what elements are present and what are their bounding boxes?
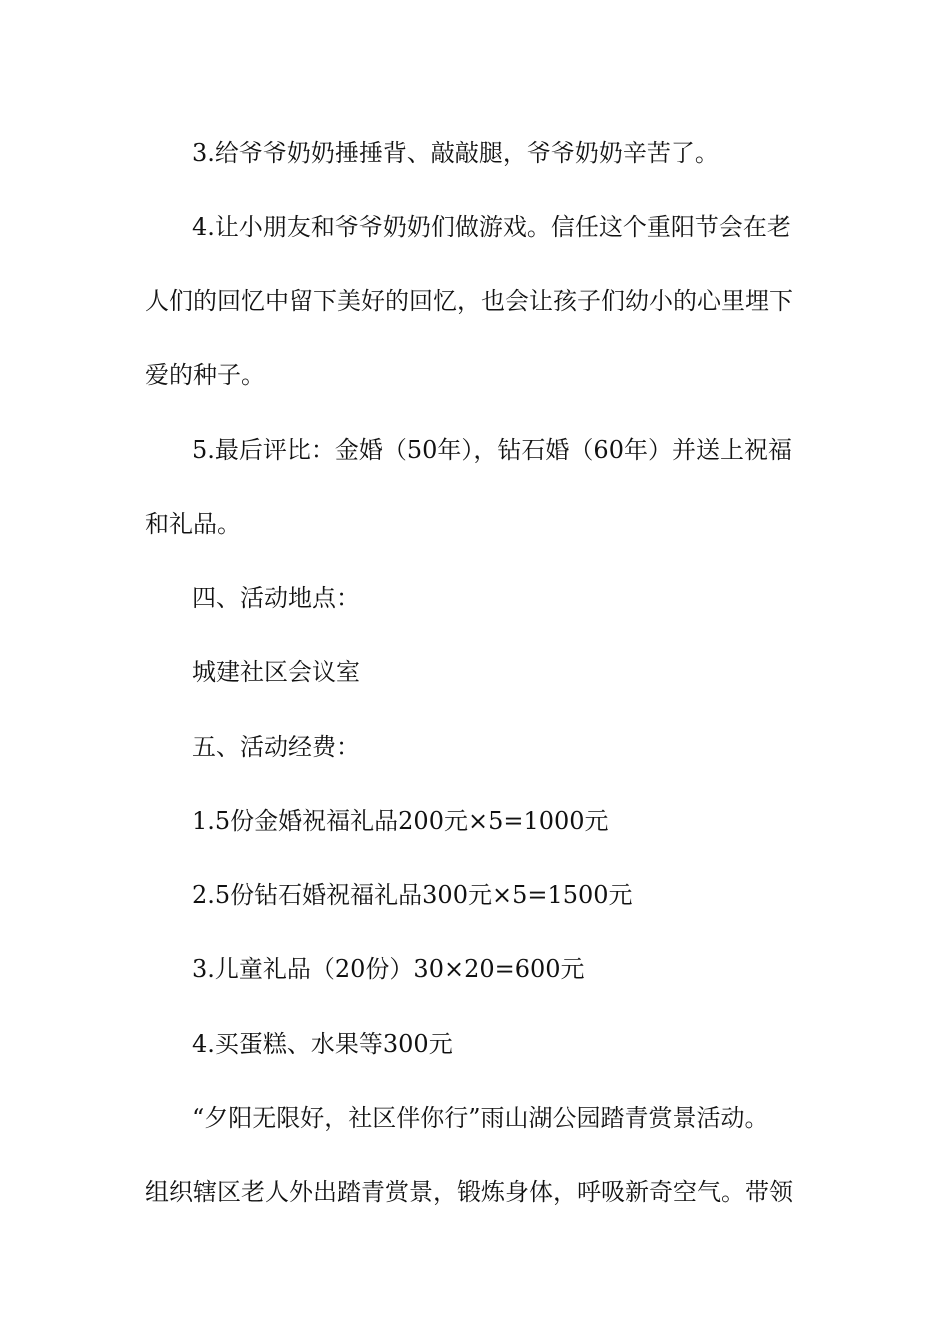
paragraph-item-5-end: 和礼品。 <box>145 510 241 538</box>
paragraph-item-5-awards: 5.最后评比：金婚（50年），钻石婚（60年）并送上祝福 <box>192 436 792 464</box>
paragraph-item-4-continued: 人们的回忆中留下美好的回忆，也会让孩子们幼小的心里埋下 <box>145 287 793 315</box>
section-heading-budget: 五、活动经费： <box>192 733 360 761</box>
section-heading-location: 四、活动地点： <box>192 584 360 612</box>
location-text: 城建社区会议室 <box>192 658 360 686</box>
paragraph-item-4-end: 爱的种子。 <box>145 361 265 389</box>
paragraph-item-4-games: 4.让小朋友和爷爷奶奶们做游戏。信任这个重阳节会在老 <box>192 213 791 241</box>
activity-title-park-outing: “夕阳无限好，社区伴你行”雨山湖公园踏青赏景活动。 <box>192 1104 769 1132</box>
budget-item-diamond-wedding: 2.5份钻石婚祝福礼品300元×5=1500元 <box>192 881 633 909</box>
budget-item-golden-wedding: 1.5份金婚祝福礼品200元×5=1000元 <box>192 807 609 835</box>
budget-item-children-gifts: 3.儿童礼品（20份）30×20=600元 <box>192 955 585 983</box>
budget-item-cake-fruit: 4.买蛋糕、水果等300元 <box>192 1030 453 1058</box>
activity-description: 组织辖区老人外出踏青赏景，锻炼身体，呼吸新奇空气。带领 <box>145 1178 793 1206</box>
paragraph-item-3-massage: 3.给爷爷奶奶捶捶背、敲敲腿，爷爷奶奶辛苦了。 <box>192 139 719 167</box>
